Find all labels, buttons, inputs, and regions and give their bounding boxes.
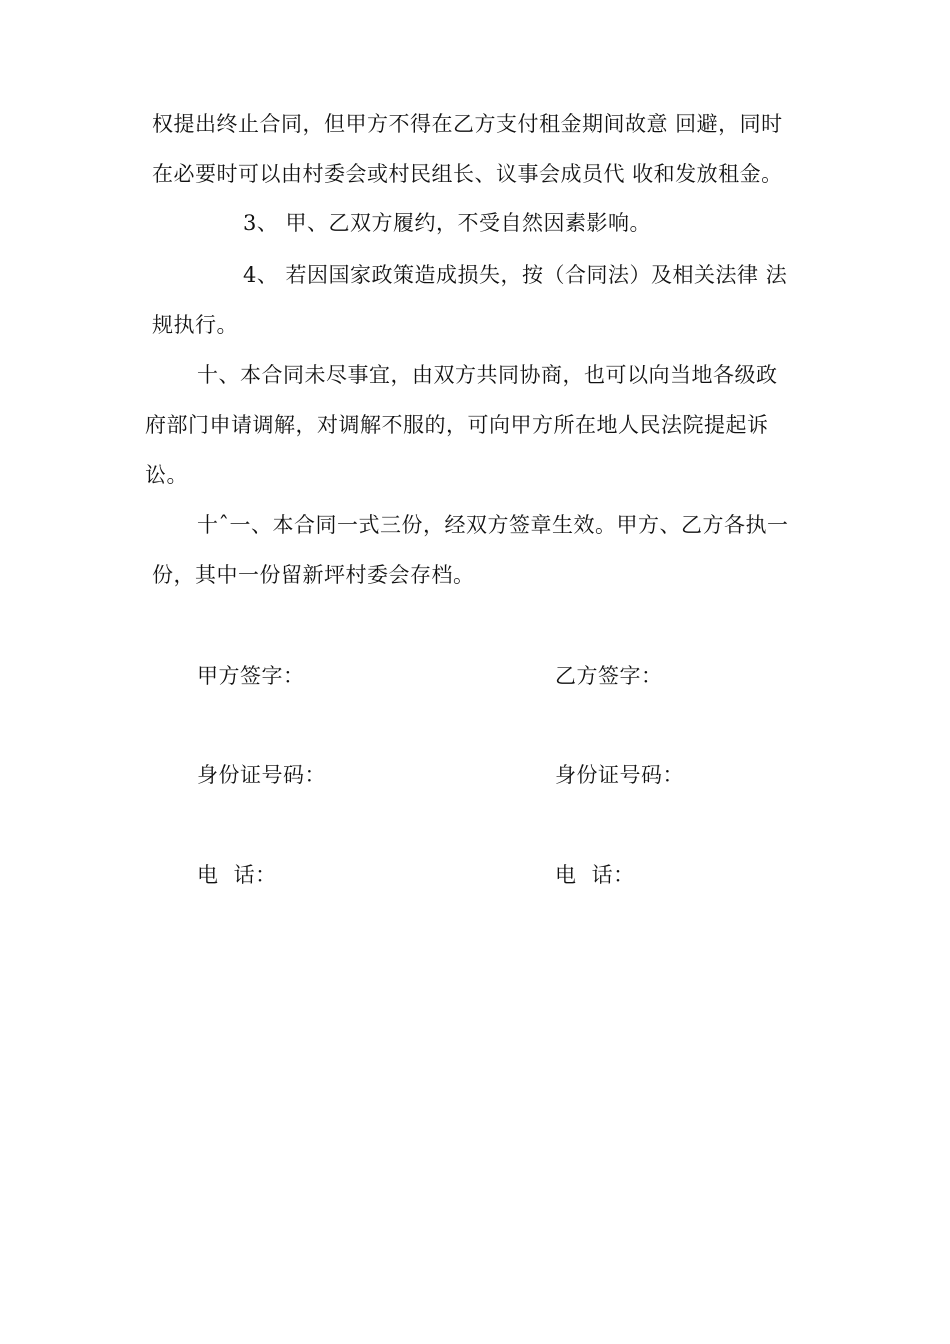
clause-10-line-1: 十、本合同未尽事宜，由双方共同协商，也可以向当地各级政: [197, 363, 778, 387]
item-3: 3、 甲、乙双方履约，不受自然因素影响。: [243, 211, 652, 235]
party-b-signature-label: 乙方签字：: [555, 664, 663, 688]
clause-10-line-2: 府部门申请调解，对调解不服的，可向甲方所在地人民法院提起诉: [145, 413, 769, 437]
party-a-phone-label: 电 话：: [197, 863, 277, 887]
clause-10-line-3: 讼。: [145, 463, 188, 487]
clause-11-line-1: 十ˆ一、本合同一式三份，经双方签章生效。甲方、乙方各执一: [197, 513, 789, 537]
party-a-id-label: 身份证号码：: [197, 763, 326, 787]
party-b-phone-label: 电 话：: [555, 863, 635, 887]
item-4-line-2: 规执行。: [152, 313, 238, 337]
party-b-id-label: 身份证号码：: [555, 763, 684, 787]
paragraph-continuation-line-1: 权提出终止合同，但甲方不得在乙方支付租金期间故意 回避，同时: [152, 112, 783, 136]
clause-11-line-2: 份，其中一份留新坪村委会存档。: [152, 563, 475, 587]
paragraph-continuation-line-2: 在必要时可以由村委会或村民组长、议事会成员代 收和发放租金。: [152, 162, 783, 186]
party-a-signature-label: 甲方签字：: [197, 664, 305, 688]
item-4-line-1: 4、 若因国家政策造成损失，按（合同法）及相关法律 法: [243, 263, 788, 287]
